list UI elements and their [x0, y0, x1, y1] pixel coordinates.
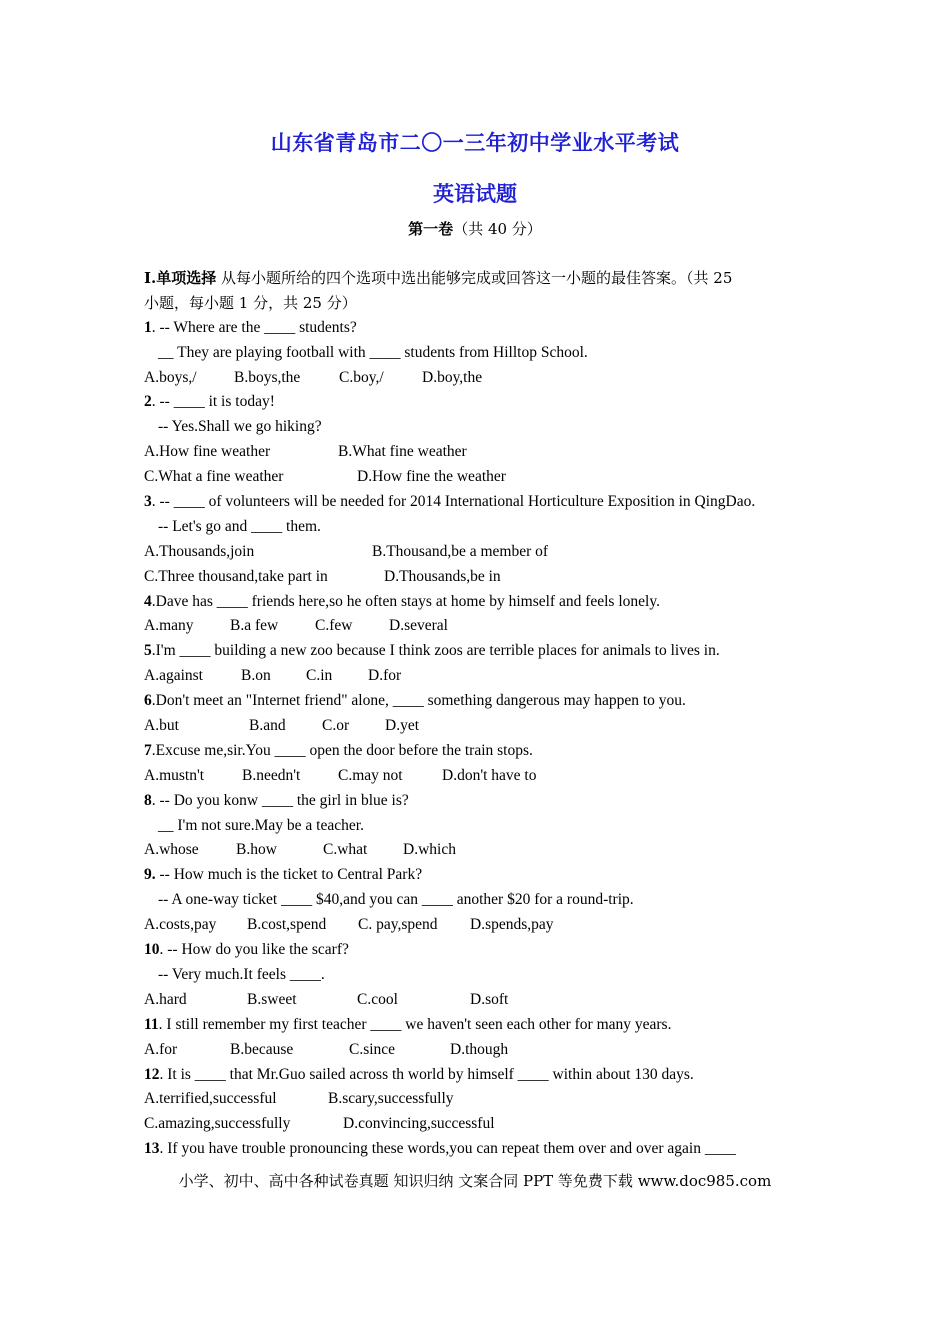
- question-text: . -- Do you konw ____ the girl in blue is?: [151, 791, 409, 809]
- answer-options: [144, 1087, 808, 1112]
- answer-options: [144, 988, 808, 1013]
- question-stem: [144, 938, 808, 963]
- volume-heading: [0, 218, 950, 239]
- answer-options: [144, 714, 808, 739]
- answer-options: [144, 913, 808, 938]
- question-stem: [144, 590, 808, 615]
- answer-option: D.yet: [385, 717, 420, 735]
- answer-option: B.scary,successfully: [328, 1090, 454, 1108]
- answer-option: A.for: [144, 1040, 178, 1058]
- answer-option: B.and: [249, 717, 286, 735]
- question-number: 6: [144, 692, 152, 710]
- answer-options: [144, 565, 808, 590]
- answer-option: B.sweet: [247, 990, 297, 1008]
- volume-label: 第一卷: [408, 220, 454, 238]
- answer-options: [144, 664, 808, 689]
- page-footer: 小学、初中、高中各种试卷真题 知识归纳 文案合同 PPT 等免费下载 www.doc985.com: [178, 1172, 772, 1190]
- answer-option: D.boy,the: [422, 368, 483, 386]
- question-text: . -- ____ of volunteers will be needed for 2014 International Horticulture Exposition in QingDao.: [151, 493, 756, 511]
- question-dialogue: __ I'm not sure.May be a teacher.: [158, 816, 364, 834]
- question-number: 2: [144, 393, 152, 411]
- section-instruction: [144, 266, 808, 291]
- question-stem: [144, 689, 808, 714]
- question-stem: [144, 490, 808, 515]
- answer-option: C.amazing,successfully: [144, 1115, 291, 1133]
- answer-options: [144, 1112, 808, 1137]
- answer-option: B.What fine weather: [338, 443, 467, 461]
- question-stem: [144, 789, 808, 814]
- exam-subtitle: 英语试题: [433, 181, 517, 206]
- question-text: .Dave has ____ friends here,so he often stays at home by himself and feels lonely.: [151, 592, 660, 610]
- question-number: 3: [144, 493, 152, 511]
- answer-option: A.many: [144, 617, 194, 635]
- answer-option: D.Thousands,be in: [384, 567, 501, 585]
- instruction-text: 从每小题所给的四个选项中选出能够完成或回答这一小题的最佳答案。（共 25: [216, 269, 733, 287]
- answer-options: [144, 764, 808, 789]
- answer-option: D.don't have to: [442, 766, 537, 784]
- answer-option: C.What a fine weather: [144, 468, 284, 486]
- answer-options: [144, 366, 808, 391]
- answer-option: D.How fine the weather: [357, 468, 506, 486]
- question-number: 8: [144, 791, 152, 809]
- question-number: 13: [144, 1140, 160, 1158]
- answer-option: C.may not: [338, 766, 403, 784]
- answer-option: D.which: [403, 841, 456, 859]
- answer-option: A.against: [144, 667, 203, 685]
- question-stem: [144, 390, 808, 415]
- question-dialogue: -- A one-way ticket ____ $40,and you can ____ another $20 for a round-trip.: [158, 891, 634, 909]
- question-text: . -- Where are the ____ students?: [151, 318, 357, 336]
- question-text: . If you have trouble pronouncing these words,you can repeat them over and over again ____: [159, 1140, 736, 1158]
- answer-options: [144, 540, 808, 565]
- question-body: [144, 266, 808, 1162]
- answer-option: C.Three thousand,take part in: [144, 567, 328, 585]
- question-number: 12: [144, 1065, 160, 1083]
- question-text: .I'm ____ building a new zoo because I think zoos are terrible places for animals to lives in.: [151, 642, 720, 660]
- answer-option: A.whose: [144, 841, 199, 859]
- question-number: 1: [144, 318, 152, 336]
- question-stem: [144, 863, 808, 888]
- question-stem: [144, 739, 808, 764]
- answer-options: [144, 465, 808, 490]
- answer-options: [144, 440, 808, 465]
- answer-option: A.boys,/: [144, 368, 197, 386]
- question-text: . -- How do you like the scarf?: [159, 941, 349, 959]
- question-text: . It is ____ that Mr.Guo sailed across th world by himself ____ within about 130 days.: [159, 1065, 694, 1083]
- answer-option: C.boy,/: [339, 368, 384, 386]
- answer-option: A.terrified,successful: [144, 1090, 277, 1108]
- answer-option: D.though: [450, 1040, 509, 1058]
- answer-option: D.spends,pay: [470, 916, 554, 934]
- answer-option: A.How fine weather: [144, 443, 271, 461]
- answer-option: B.on: [241, 667, 271, 685]
- question-text: .Excuse me,sir.You ____ open the door before the train stops.: [151, 741, 533, 759]
- volume-score: （共 40 分）: [453, 220, 542, 238]
- answer-option: B.needn't: [242, 766, 301, 784]
- answer-option: C.few: [315, 617, 353, 635]
- question-number: 9.: [144, 866, 156, 884]
- answer-option: B.how: [236, 841, 277, 859]
- answer-option: B.because: [230, 1040, 294, 1058]
- answer-options: [144, 1038, 808, 1063]
- answer-option: D.convincing,successful: [343, 1115, 495, 1133]
- answer-option: C.what: [323, 841, 368, 859]
- answer-option: B.boys,the: [234, 368, 301, 386]
- answer-option: A.Thousands,join: [144, 542, 255, 560]
- question-stem: [144, 639, 808, 664]
- question-text: -- How much is the ticket to Central Park?: [155, 866, 423, 884]
- question-dialogue: __ They are playing football with ____ students from Hilltop School.: [158, 343, 588, 361]
- answer-option: B.a few: [230, 617, 279, 635]
- answer-option: B.Thousand,be a member of: [372, 542, 549, 560]
- answer-option: A.mustn't: [144, 766, 205, 784]
- answer-option: D.several: [389, 617, 448, 635]
- question-text: .Don't meet an "Internet friend" alone, ____ something dangerous may happen to you.: [151, 692, 686, 710]
- question-stem: [144, 1137, 808, 1162]
- question-text: . I still remember my first teacher ____ we haven't seen each other for many years.: [158, 1015, 672, 1033]
- answer-options: [144, 838, 808, 863]
- question-number: 4: [144, 592, 152, 610]
- answer-option: A.but: [144, 717, 179, 735]
- answer-option: A.hard: [144, 990, 187, 1008]
- question-dialogue: -- Let's go and ____ them.: [158, 517, 321, 535]
- question-number: 5: [144, 642, 152, 660]
- question-stem: [144, 1013, 808, 1038]
- question-number: 10: [144, 941, 160, 959]
- question-number: 11: [144, 1015, 159, 1033]
- question-stem: [144, 1063, 808, 1088]
- answer-option: C.cool: [357, 990, 398, 1008]
- instruction-text-cont: 小题，每小题 1 分，共 25 分）: [144, 293, 357, 312]
- answer-option: C. pay,spend: [358, 916, 438, 934]
- answer-option: C.in: [306, 667, 333, 685]
- question-text: . -- ____ it is today!: [151, 393, 275, 411]
- answer-option: A.costs,pay: [144, 916, 217, 934]
- answer-option: D.for: [368, 667, 402, 685]
- question-dialogue: -- Yes.Shall we go hiking?: [158, 418, 322, 436]
- section-heading: I.单项选择: [144, 269, 217, 287]
- exam-title: 山东省青岛市二〇一三年初中学业水平考试: [270, 130, 680, 155]
- answer-option: C.since: [349, 1040, 396, 1058]
- answer-option: D.soft: [470, 990, 509, 1008]
- question-dialogue: -- Very much.It feels ____.: [158, 965, 325, 983]
- question-list: [144, 316, 808, 1162]
- answer-option: C.or: [322, 717, 350, 735]
- question-stem: [144, 316, 808, 341]
- answer-option: B.cost,spend: [247, 916, 327, 934]
- answer-options: [144, 614, 808, 639]
- question-number: 7: [144, 741, 152, 759]
